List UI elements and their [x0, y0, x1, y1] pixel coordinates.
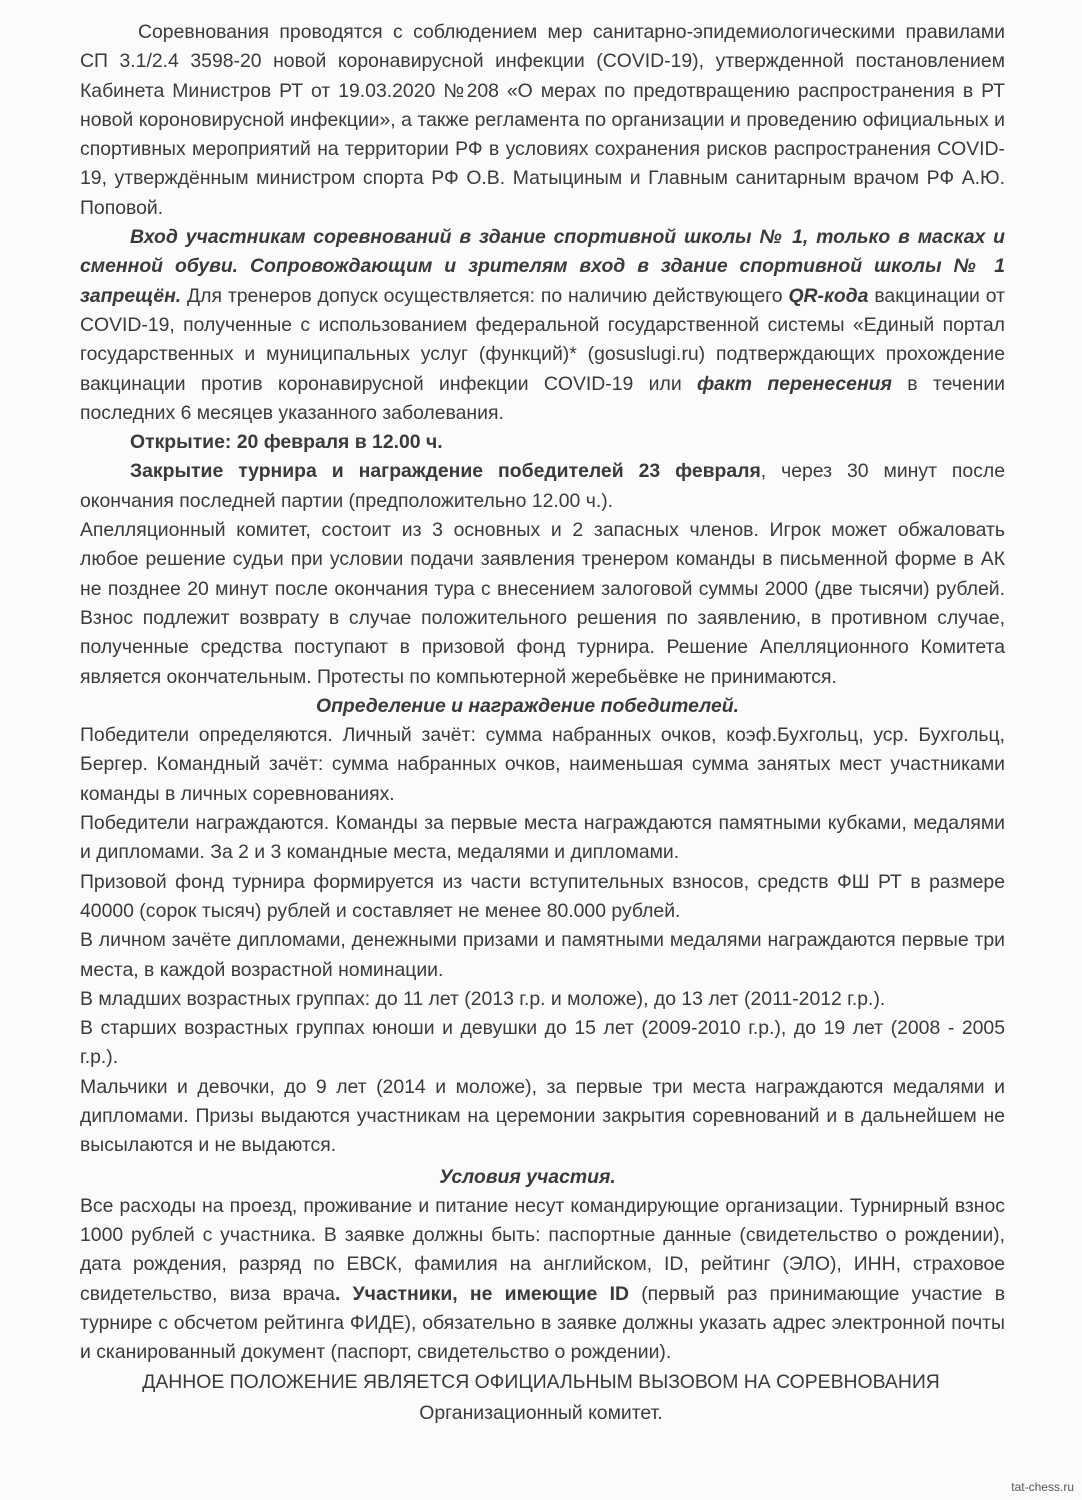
individual-awards-paragraph: В личном зачёте дипломами, денежными призами и памятными медалями награждаются первые три места, в каждой возрастной номинации. — [80, 929, 1005, 981]
children-awards-paragraph: Мальчики и девочки, до 9 лет (2014 и моложе), за первые три места награждаются медалями и дипломами. Призы выдаются участникам на церемонии закрытия соревнований и в дальнейшем не высылаются и не выдаются. — [80, 1075, 1005, 1157]
entry-rules-text-2: вакцинации от COVID-19, полученные с использованием федеральной государственной системы «Единый портал государственных и муниципальных услуг (функций)* (gosuslugi.ru) подтверждающих прохождение вакцинации против коронавирусной инфекции COVID-19 или — [80, 284, 1005, 395]
conditions-text-2: (первый раз принимающие участие в турнире с обсчетом рейтинга ФИДЕ), обязательно в заявке должны указать адрес электронной почты и сканированный документ (паспорт, свидетельство о рождении). — [80, 1282, 1006, 1364]
closing-bold: Закрытие турнира и награждение победителей 23 февраля — [130, 460, 761, 483]
entry-rules-text-1: Для тренеров допуск осуществляется: по наличию действующего — [181, 284, 789, 307]
site-watermark: tat-chess.ru — [1011, 1480, 1074, 1494]
conditions-heading: Условия участия. — [439, 1165, 616, 1188]
prize-fund-paragraph: Призовой фонд турнира формируется из части вступительных взносов, средств ФШ РТ в размере 40000 (сорок тысяч) рублей и составляет не менее 80.000 рублей. — [80, 870, 1005, 922]
opening-line: Открытие: 20 февраля в 12.00 ч. — [130, 431, 443, 454]
winners-awards-paragraph: Победители награждаются. Команды за первые места награждаются памятными кубками, медалями и дипломами. За 2 и 3 командные места, медалями и дипломами. — [80, 812, 1005, 864]
entry-rules-paragraph — [80, 223, 1005, 428]
official-call-notice: ДАННОЕ ПОЛОЖЕНИЕ ЯВЛЯЕТСЯ ОФИЦИАЛЬНЫМ ВЫЗОВОМ НА СОРЕВНОВАНИЯ — [142, 1371, 940, 1393]
qr-code-term: QR-кода — [788, 284, 869, 307]
document-body — [80, 18, 1015, 1368]
closing-text: , через 30 минут после окончания последней партии (предположительно 12.00 ч.). — [80, 460, 1005, 512]
appeal-committee-paragraph: Апелляционный комитет, состоит из 3 основных и 2 запасных членов. Игрок может обжаловать любое решение судьи при условии подачи заявления тренером команды в письменной форме в АК не позднее 20 минут после окончания тура с внесением залоговой суммы 2000 (две тысячи) рублей. Взнос подлежит возврату в случае положительного решения по заявлению, в противном случае, полученные средства поступают в призовой фонд турнира. Решение Апелляционного Комитета является окончательным. Протесты по компьютерной жеребьёвке не принимаются. — [80, 519, 1005, 688]
entry-rules-text-3: в течении последних 6 месяцев указанного заболевания. — [80, 372, 1006, 424]
junior-groups-paragraph: В младших возрастных группах: до 11 лет (2013 г.р. и моложе), до 13 лет (2011-2012 г.р.). — [80, 987, 886, 1010]
conditions-text-1: Все расходы на проезд, проживание и питание несут командирующие организации. Турнирный взнос 1000 рублей с участника. В заявке должны быть: паспортные данные (свидетельство о рождении), дата рождения, разряд по ЕВСК, фамилия на английском, ID, рейтинг (ЭЛО), ИНН, страховое свидетельство, виза врача — [80, 1194, 1005, 1305]
winners-determination-paragraph: Победители определяются. Личный зачёт: сумма набранных очков, коэф.Бухгольц, уср. Бухгольц, Бергер. Командный зачёт: сумма набранных очков, наименьшая сумма занятых мест участниками команды в личных соревнованиях. — [80, 724, 1005, 805]
covid-rules-paragraph: Соревнования проводятся с соблюдением мер санитарно-эпидемиологическими правилами СП 3.1/2.4 3598-20 новой коронавирусной инфекции (COVID-19), утвержденной постановлением Кабинета Министров РТ от 19.03.2020 №208 «О мерах по предотвращению распространения в РТ новой короновирусной инфекции», а также регламента по организации и проведению официальных и спортивных мероприятий на территории РФ в условиях сохранения рисков распространения COVID-19, утверждённым министром спорта РФ О.В. Матыциным и Главным санитарным врачом РФ А.Ю. Поповой. — [80, 21, 1005, 219]
organizing-committee-signature: Организационный комитет. — [419, 1402, 663, 1424]
closing-paragraph — [80, 457, 1005, 516]
entry-rules-bold: Вход участникам соревнований в здание спортивной школы № 1, только в масках и сменной обуви. Сопровождающим и зрителям вход в здание спортивной школы № 1 запрещён. — [80, 226, 1005, 307]
recovery-term: факт перенесения — [697, 372, 892, 395]
conditions-bold: . Участники, не имеющие ID — [334, 1282, 629, 1305]
senior-groups-paragraph: В старших возрастных группах юноши и девушки до 15 лет (2009-2010 г.р.), до 19 лет (2008 - 2005 г.р.). — [80, 1017, 1005, 1069]
conditions-paragraph — [80, 1192, 1005, 1368]
winners-heading: Определение и награждение победителей. — [316, 694, 739, 717]
